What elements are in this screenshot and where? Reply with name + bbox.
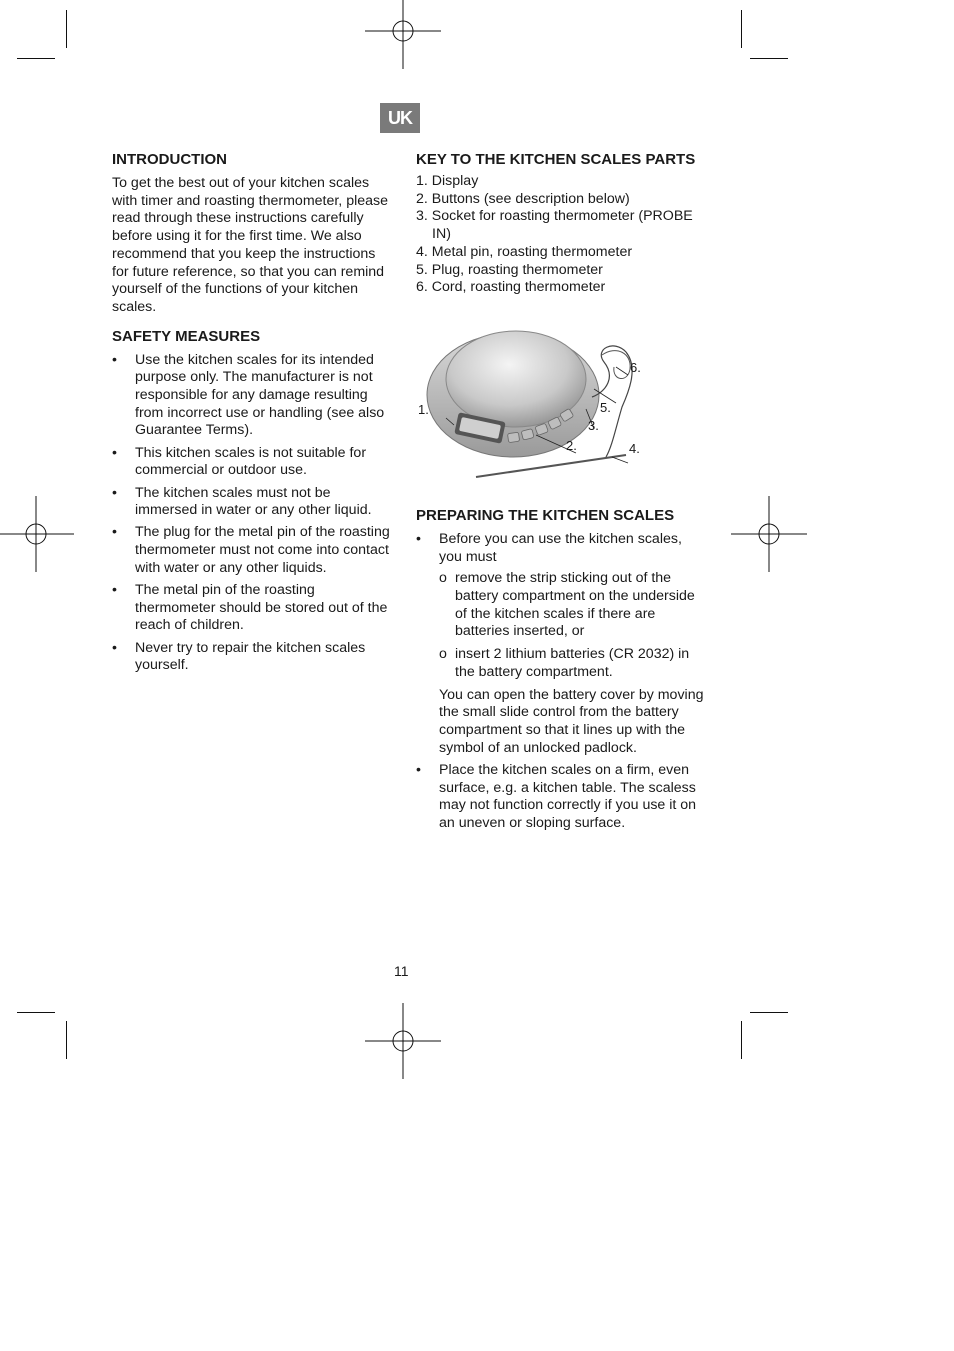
list-item: 1. Display: [416, 173, 479, 189]
crop-mark: [750, 1012, 788, 1013]
crop-mark: [66, 1021, 67, 1059]
list-item: 5. Plug, roasting thermometer: [416, 261, 603, 278]
list-item: • The kitchen scales must not be immersed in water or any other liquid.: [112, 485, 394, 520]
key-heading: KEY TO THE KITCHEN SCALES PARTS: [416, 151, 696, 168]
crop-mark: [17, 1012, 55, 1013]
language-badge: UK: [380, 103, 420, 133]
kitchen-scales-figure: [416, 317, 676, 482]
left-column: [112, 150, 394, 680]
crop-mark: [17, 58, 55, 59]
list-item: 2. Buttons (see description below): [416, 190, 630, 207]
parts-list: [416, 173, 706, 297]
right-column: [416, 150, 706, 837]
list-item: 4. Metal pin, roasting thermometer: [416, 243, 633, 260]
crop-mark: [66, 10, 67, 48]
crop-mark: [741, 10, 742, 48]
preparing-bullet-1: Before you can use the kitchen scales, you must: [439, 530, 682, 565]
sub-list-item: o insert 2 lithium batteries (CR 2032) in the battery compartment.: [439, 646, 706, 681]
sub-list-item: o remove the strip sticking out of the battery compartment on the underside of the kitchen scales if there are batteries inserted, or: [439, 570, 706, 641]
callout-5: 5.: [600, 399, 611, 415]
list-item: • Use the kitchen scales for its intended purpose only. The manufacturer is not responsible for any damage resulting from incorrect use or handling (see also Guarantee Terms).: [112, 352, 394, 441]
list-item: • Never try to repair the kitchen scales yourself.: [112, 640, 394, 675]
list-item: • The plug for the metal pin of the roasting thermometer must not come into contact with water or any other liquids.: [112, 524, 394, 577]
page-number: 11: [394, 963, 409, 979]
preparing-sublist: [439, 570, 706, 681]
crop-mark: [741, 1021, 742, 1059]
registration-mark-right: [731, 496, 807, 572]
preparing-heading: PREPARING THE KITCHEN SCALES: [416, 506, 675, 524]
list-item: • The metal pin of the roasting thermometer should be stored out of the reach of children.: [112, 582, 394, 635]
callout-6: 6.: [630, 359, 641, 375]
safety-heading: SAFETY MEASURES: [112, 327, 261, 345]
callout-1: 1.: [418, 401, 429, 417]
crop-mark: [750, 58, 788, 59]
list-item: [416, 531, 706, 757]
callout-2: 2.: [566, 437, 577, 453]
introduction-heading: INTRODUCTION: [112, 151, 227, 168]
list-item: 3. Socket for roasting thermometer (PROBE IN): [416, 208, 693, 243]
registration-mark-left: [0, 496, 74, 572]
introduction-text: To get the best out of your kitchen scales with timer and roasting thermometer, please read through these instructions carefully before using it for the first time. We also recommend that you keep the instructions for future reference, so that you can remind yourself of the functions of your kitchen scales.: [112, 175, 388, 315]
registration-mark-bottom: [365, 1003, 441, 1079]
callout-4: 4.: [629, 440, 640, 456]
preparing-list: [416, 531, 706, 833]
list-item: 6. Cord, roasting thermometer: [416, 279, 606, 296]
list-item: • This kitchen scales is not suitable for commercial or outdoor use.: [112, 445, 394, 480]
battery-cover-note: You can open the battery cover by moving the small slide control from the battery compartment so that it lines up with the symbol of an unlocked padlock.: [439, 686, 704, 756]
registration-mark-top: [365, 0, 441, 69]
list-item: • Place the kitchen scales on a firm, even surface, e.g. a kitchen table. The scaless may not function correctly if you use it on an uneven or sloping surface.: [416, 762, 706, 833]
callout-3: 3.: [588, 417, 599, 433]
safety-list: [112, 352, 394, 675]
